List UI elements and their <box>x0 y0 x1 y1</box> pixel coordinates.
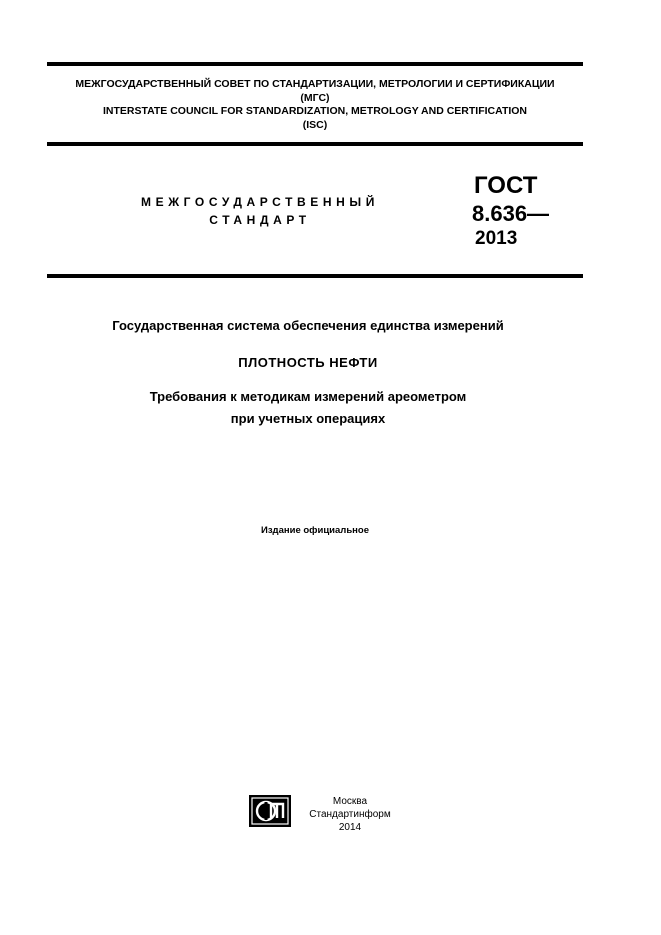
publisher-name: Стандартинформ <box>309 809 391 820</box>
standartinform-logo-icon <box>249 795 291 827</box>
council-abbr-en: (ISC) <box>302 119 328 131</box>
standard-type-line1: МЕЖГОСУДАРСТВЕННЫЙ <box>141 195 379 209</box>
document-subtitle-line1: Требования к методикам измерений ареометром <box>149 389 467 404</box>
document-subtitle-line2: при учетных операциях <box>230 411 386 426</box>
council-name-en: INTERSTATE COUNCIL FOR STANDARDIZATION, METROLOGY AND CERTIFICATION <box>102 105 528 117</box>
gost-year: 2013 <box>475 228 518 249</box>
standard-rule <box>47 274 583 278</box>
top-rule <box>47 62 583 66</box>
publisher-year: 2014 <box>338 822 362 833</box>
council-abbr-ru: (МГС) <box>300 92 330 104</box>
gost-number: 8.636— <box>472 201 550 226</box>
edition-label: Издание официальное <box>261 525 369 536</box>
council-name-ru: МЕЖГОСУДАРСТВЕННЫЙ СОВЕТ ПО СТАНДАРТИЗАЦИИ, МЕТРОЛОГИИ И СЕРТИФИКАЦИИ <box>75 78 555 90</box>
publisher-city: Москва <box>332 796 368 807</box>
gost-label: ГОСТ <box>474 172 538 199</box>
document-title: ПЛОТНОСТЬ НЕФТИ <box>238 355 378 370</box>
system-title: Государственная система обеспечения единства измерений <box>112 318 504 333</box>
standard-type-line2: СТАНДАРТ <box>209 213 311 227</box>
header-rule <box>47 142 583 146</box>
